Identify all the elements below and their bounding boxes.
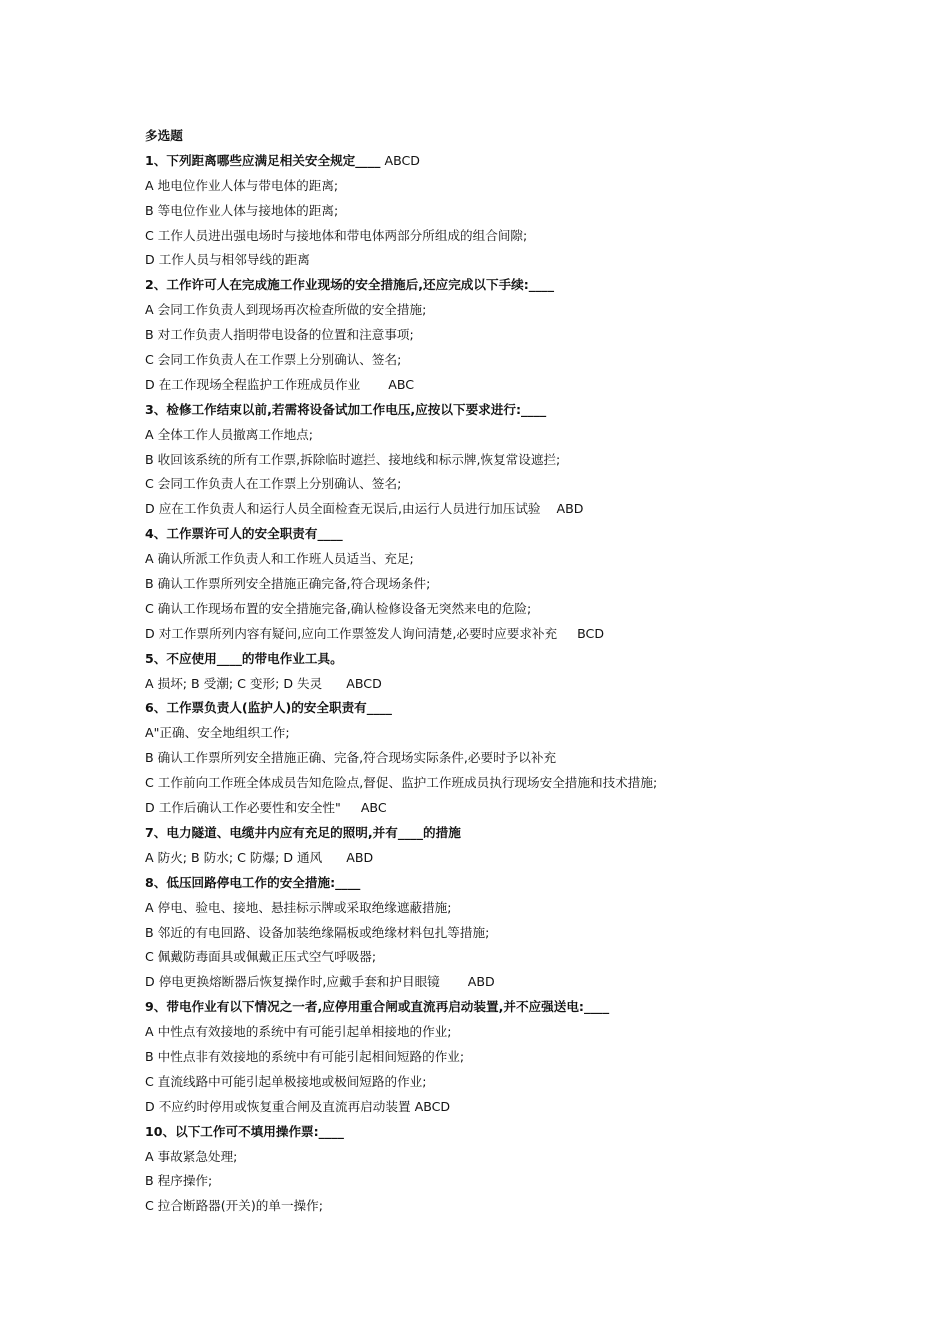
question-line — [145, 398, 915, 423]
option-line: C 直流线路中可能引起单极接地或极间短路的作业; — [145, 1073, 427, 1089]
question-text: 7、电力隧道、电缆井内应有充足的照明,并有____的措施 — [145, 824, 461, 840]
question-text: 4、工作票许可人的安全职责有____ — [145, 526, 343, 542]
option-line: B 确认工作票所列安全措施正确、完备,符合现场实际条件,必要时予以补充 — [145, 750, 557, 766]
question-text: 6、工作票负责人(监护人)的安全职责有____ — [145, 700, 392, 716]
question-line — [145, 871, 915, 896]
document-page — [145, 124, 915, 1219]
option-line: C 拉合断路器(开关)的单一操作; — [145, 1198, 323, 1214]
option-line: B 对工作负责人指明带电设备的位置和注意事项; — [145, 327, 414, 343]
option-line: A 确认所派工作负责人和工作班人员适当、充足; — [145, 551, 414, 567]
question-line — [145, 995, 915, 1020]
question-text: 2、工作许可人在完成施工作业现场的安全措施后,还应完成以下手续:____ — [145, 277, 554, 293]
section-title: 多选题 — [145, 128, 183, 143]
option-line: D 工作人员与相邻导线的距离 — [145, 252, 310, 268]
option-line: A 地电位作业人体与带电体的距离; — [145, 177, 339, 193]
option-line: D 在工作现场全程监护工作班成员作业 ABC — [145, 376, 415, 392]
option-line: D 不应约时停用或恢复重合闸及直流再启动装置 ABCD — [145, 1098, 451, 1114]
question-line — [145, 273, 915, 298]
option-line: B 收回该系统的所有工作票,拆除临时遮拦、接地线和标示牌,恢复常设遮拦; — [145, 451, 561, 467]
question-line — [145, 522, 915, 547]
question-list — [145, 149, 915, 1219]
option-line: D 停电更换熔断器后恢复操作时,应戴手套和护目眼镜 ABD — [145, 974, 495, 990]
option-line: A 全体工作人员撤离工作地点; — [145, 426, 313, 442]
option-line: A 会同工作负责人到现场再次检查所做的安全措施; — [145, 302, 427, 318]
option-line: B 邻近的有电回路、设备加装绝缘隔板或绝缘材料包扎等措施; — [145, 924, 490, 940]
question-text: 8、低压回路停电工作的安全措施:____ — [145, 874, 361, 890]
option-line: B 中性点非有效接地的系统中有可能引起相间短路的作业; — [145, 1048, 465, 1064]
option-line: C 确认工作现场布置的安全措施完备,确认检修设备无突然来电的危险; — [145, 600, 532, 616]
option-line: A 事故紧急处理; — [145, 1148, 238, 1164]
question-line — [145, 1120, 915, 1145]
question-line — [145, 647, 915, 672]
question-text: 9、带电作业有以下情况之一者,应停用重合闸或直流再启动装置,并不应强送电:____ — [145, 999, 610, 1015]
question-text: 3、检修工作结束以前,若需将设备试加工作电压,应按以下要求进行:____ — [145, 401, 547, 417]
question-line — [145, 149, 915, 174]
option-line: B 程序操作; — [145, 1173, 213, 1189]
option-line: D 应在工作负责人和运行人员全面检查无误后,由运行人员进行加压试验 ABD — [145, 501, 584, 517]
option-line: B 等电位作业人体与接地体的距离; — [145, 202, 339, 218]
option-line: C 工作人员进出强电场时与接地体和带电体两部分所组成的组合间隙; — [145, 227, 528, 243]
option-line: A 中性点有效接地的系统中有可能引起单相接地的作业; — [145, 1024, 452, 1040]
question-line — [145, 821, 915, 846]
option-line: C 会同工作负责人在工作票上分别确认、签名; — [145, 476, 402, 492]
question-line — [145, 696, 915, 721]
option-line: C 佩戴防毒面具或佩戴正压式空气呼吸器; — [145, 949, 377, 965]
question-text: 10、以下工作可不填用操作票:____ — [145, 1123, 344, 1139]
option-line: A 停电、验电、接地、悬挂标示牌或采取绝缘遮蔽措施; — [145, 899, 452, 915]
option-line: B 确认工作票所列安全措施正确完备,符合现场条件; — [145, 576, 431, 592]
option-line: D 工作后确认工作必要性和安全性" ABC — [145, 800, 387, 816]
option-line: C 工作前向工作班全体成员告知危险点,督促、监护工作班成员执行现场安全措施和技术措施; — [145, 775, 658, 791]
answer-text: ABCD — [380, 152, 420, 168]
option-line: A 损坏; B 受潮; C 变形; D 失灵 ABCD — [145, 675, 382, 691]
option-line: A"正确、安全地组织工作; — [145, 725, 290, 741]
question-text: 5、不应使用____的带电作业工具。 — [145, 650, 343, 666]
option-line: D 对工作票所列内容有疑问,应向工作票签发人询问清楚,必要时应要求补充 BCD — [145, 625, 605, 641]
option-line: A 防火; B 防水; C 防爆; D 通风 ABD — [145, 849, 374, 865]
question-text: 1、下列距离哪些应满足相关安全规定____ — [145, 152, 381, 168]
option-line: C 会同工作负责人在工作票上分别确认、签名; — [145, 352, 402, 368]
